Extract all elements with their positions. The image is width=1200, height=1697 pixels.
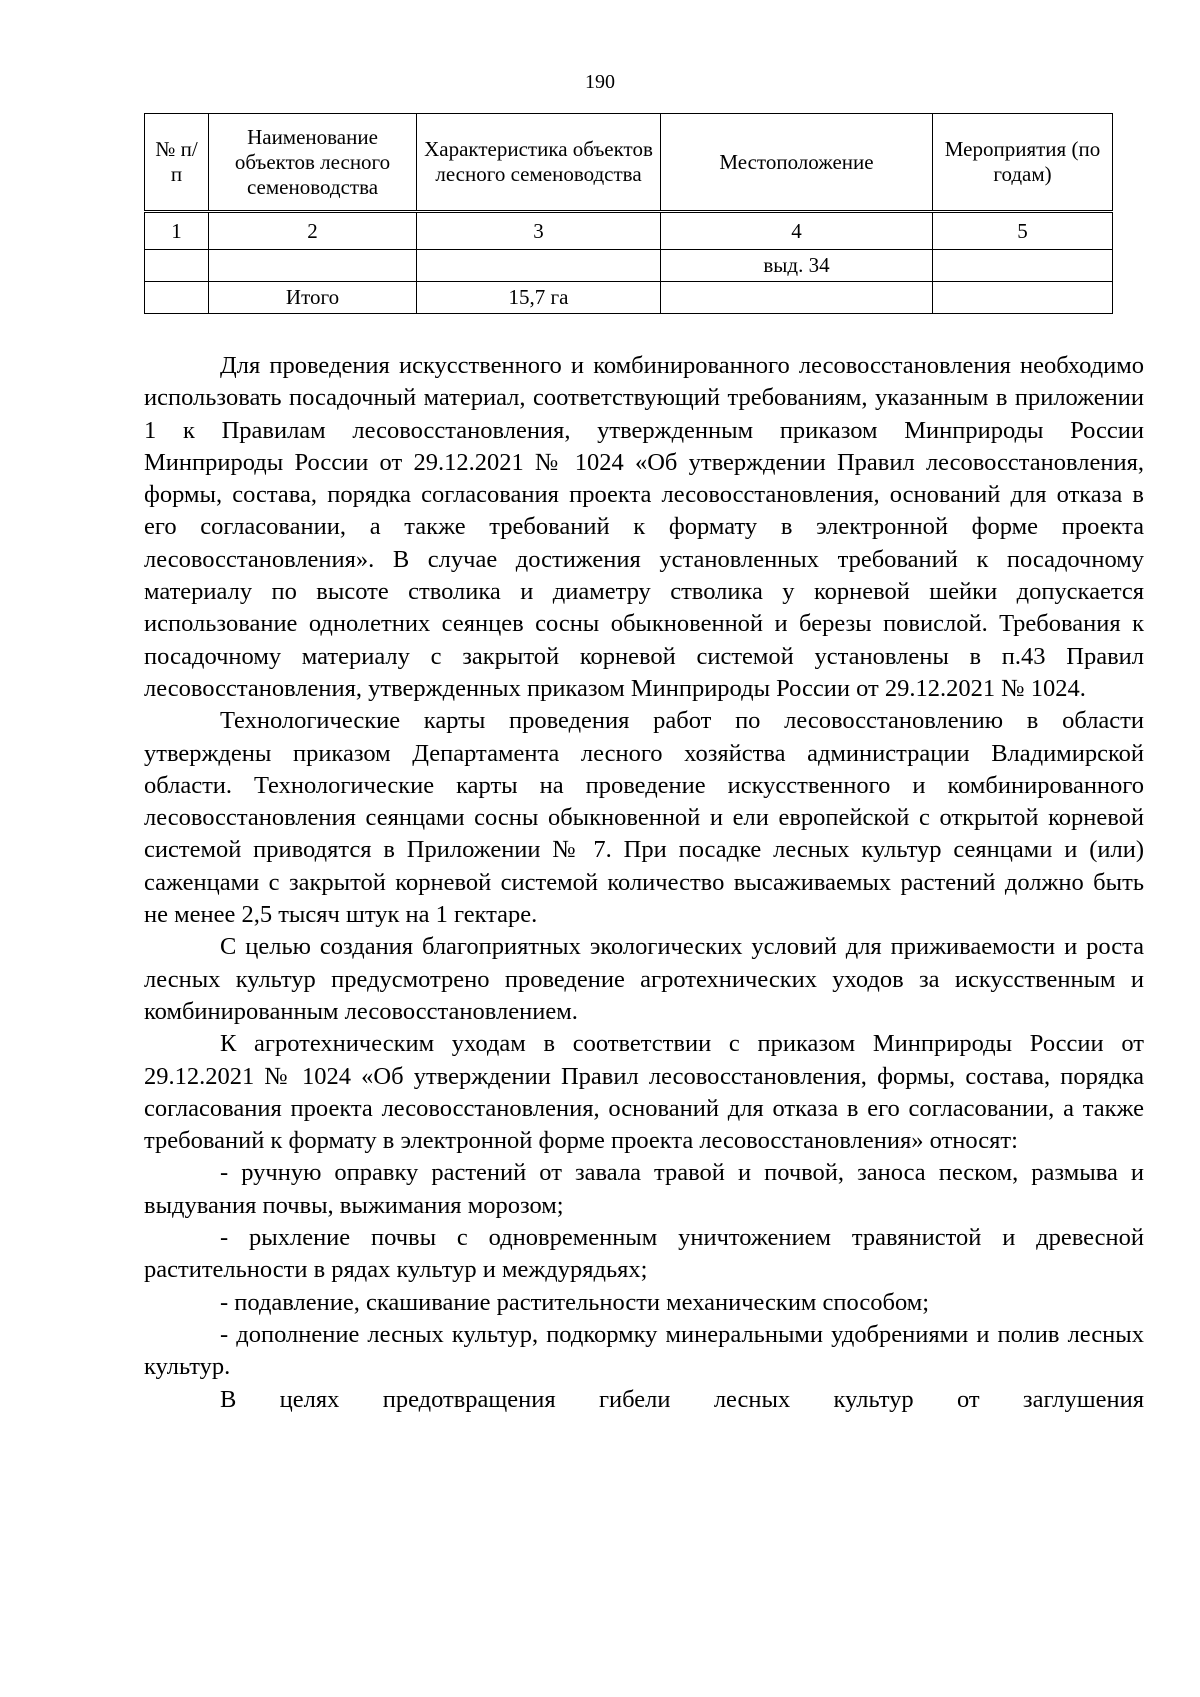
- list-item: - ручную оправку растений от завала травой и почвой, заноса песком, размыва и выдувания почвы, выжимания морозом;: [144, 1159, 1144, 1219]
- table-cell-total-area: 15,7 га: [417, 282, 661, 314]
- table-header-row: [145, 114, 1113, 212]
- table-cell: [933, 250, 1113, 282]
- table-cell: [933, 282, 1113, 314]
- column-number: 2: [209, 212, 417, 250]
- table-cell: [145, 250, 209, 282]
- header-cell-measures: Мероприятия (по годам): [933, 114, 1113, 212]
- table-column-numbers-row: [145, 212, 1113, 250]
- table-row-total: [145, 282, 1113, 314]
- table-row: [145, 250, 1113, 282]
- page-number: 190: [585, 71, 615, 93]
- header-cell-object-name: Наименование объектов лесного семеноводства: [209, 114, 417, 212]
- table-cell: [661, 282, 933, 314]
- table-cell: [417, 250, 661, 282]
- column-number: 3: [417, 212, 661, 250]
- paragraph: С целью создания благоприятных экологических условий для приживаемости и роста лесных культур предусмотрено проведение агротехнических уходов за искусственным и комбинированным лесовосстановлением.: [144, 933, 1144, 1025]
- list-item: - рыхление почвы с одновременным уничтожением травянистой и древесной растительности в рядах культур и междурядьях;: [144, 1224, 1144, 1284]
- seed-objects-table: [144, 113, 1113, 314]
- table-cell-total-label: Итого: [209, 282, 417, 314]
- header-cell-location: Местоположение: [661, 114, 933, 212]
- header-cell-number: № п/п: [145, 114, 209, 212]
- header-cell-characteristic: Характеристика объектов лесного семеноводства: [417, 114, 661, 212]
- paragraph: В целях предотвращения гибели лесных культур от заглушения: [220, 1385, 1144, 1413]
- table-cell: [209, 250, 417, 282]
- column-number: 1: [145, 212, 209, 250]
- column-number: 4: [661, 212, 933, 250]
- paragraph: К агротехническим уходам в соответствии с приказом Минприроды России от 29.12.2021 № 1024 «Об утверждении Правил лесовосстановления, формы, состава, порядка согласования проекта лесовосстановления, оснований для отказа в его согласовании, а также требований к формату в электронной форме проекта лесовосстановления» относят:: [144, 1030, 1144, 1155]
- table-cell: выд. 34: [661, 250, 933, 282]
- list-item: - дополнение лесных культур, подкормку минеральными удобрениями и полив лесных культур.: [144, 1320, 1144, 1381]
- column-number: 5: [933, 212, 1113, 250]
- list-item: - подавление, скашивание растительности механическим способом;: [220, 1288, 930, 1316]
- table-cell: [145, 282, 209, 314]
- body-text: [144, 350, 1144, 1416]
- paragraph: Технологические карты проведения работ по лесовосстановлению в области утверждены приказом Департамента лесного хозяйства администрации Владимирской области. Технологические карты на проведение искусственного и комбинированного лесовосстановления сеянцами сосны обыкновенной и ели европейской с открытой корневой системой приводятся в Приложении № 7. При посадке лесных культур сеянцами и (или) саженцами с закрытой корневой системой количество высаживаемых растений должно быть не менее 2,5 тысяч штук на 1 гектаре.: [144, 707, 1144, 929]
- paragraph: Для проведения искусственного и комбинированного лесовосстановления необходимо использовать посадочный материал, соответствующий требованиям, указанным в приложении 1 к Правилам лесовосстановления, утвержденным приказом Минприроды России Минприроды России от 29.12.2021 № 1024 «Об утверждении Правил лесовосстановления, формы, состава, порядка согласования проекта лесовосстановления, оснований для отказа в его согласовании, а также требований к формату в электронной форме проекта лесовосстановления». В случае достижения установленных требований к посадочному материалу по высоте стволика и диаметру стволика у корневой шейки допускается использование однолетних сеянцев сосны обыкновенной и березы повислой. Требования к посадочному материалу с закрытой корневой системой установлены в п.43 Правил лесовосстановления, утвержденных приказом Минприроды России от 29.12.2021 № 1024.: [144, 352, 1144, 702]
